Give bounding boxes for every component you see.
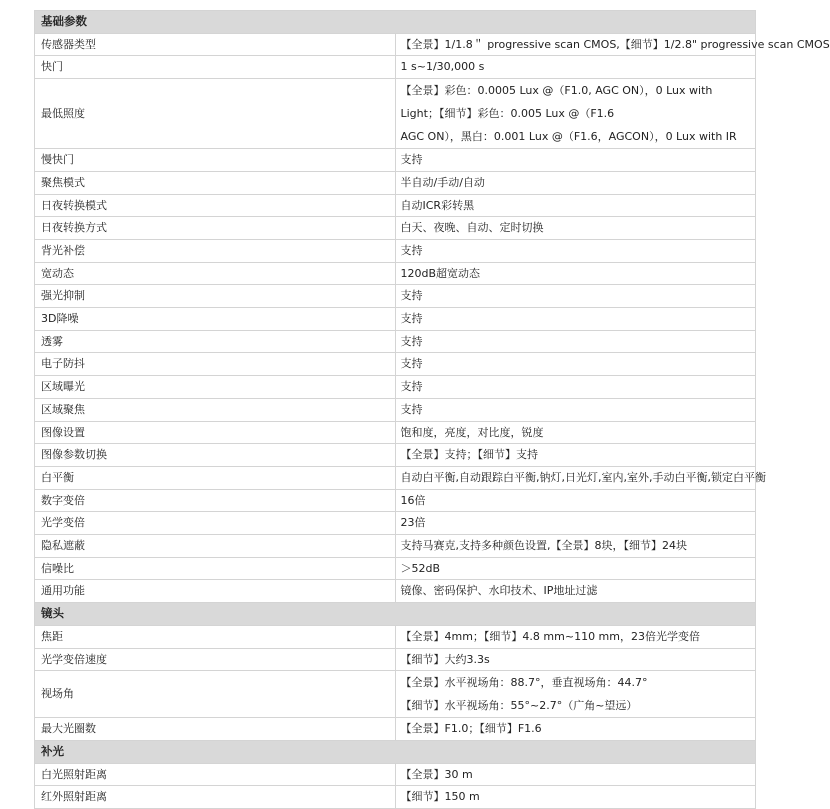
spec-row bbox=[35, 149, 756, 172]
spec-value-line: 【全景】F1.0；【细节】F1.6 bbox=[400, 722, 542, 736]
spec-value bbox=[395, 194, 756, 217]
section-header bbox=[35, 740, 756, 763]
spec-row bbox=[35, 330, 756, 353]
spec-row bbox=[35, 489, 756, 512]
spec-label: 白光照射距离 bbox=[35, 763, 396, 786]
spec-value-line: 【细节】150 m bbox=[400, 790, 480, 804]
spec-value-line: 支持 bbox=[400, 153, 423, 167]
spec-label: 区域聚焦 bbox=[35, 398, 396, 421]
spec-label: 透雾 bbox=[35, 330, 396, 353]
spec-row bbox=[35, 625, 756, 648]
spec-value bbox=[395, 671, 756, 718]
spec-value-line: 支持 bbox=[400, 289, 423, 303]
spec-row bbox=[35, 535, 756, 558]
spec-row bbox=[35, 194, 756, 217]
spec-value-line: 【全景】4mm；【细节】4.8 mm~110 mm，23倍光学变倍 bbox=[400, 629, 700, 643]
spec-value-line: 【全景】1/1.8＂ progressive scan CMOS,【细节】1/2.8" progressive scan CMOS bbox=[400, 37, 830, 51]
section-header bbox=[35, 11, 756, 34]
spec-label: 3D降噪 bbox=[35, 308, 396, 331]
spec-label: 宽动态 bbox=[35, 262, 396, 285]
spec-row bbox=[35, 557, 756, 580]
spec-row bbox=[35, 671, 756, 718]
spec-row bbox=[35, 648, 756, 671]
spec-row bbox=[35, 353, 756, 376]
spec-label: 白平衡 bbox=[35, 466, 396, 489]
spec-label: 强光抑制 bbox=[35, 285, 396, 308]
spec-value bbox=[395, 353, 756, 376]
spec-value bbox=[395, 557, 756, 580]
spec-value-line: 【全景】支持；【细节】支持 bbox=[400, 448, 538, 462]
spec-value bbox=[395, 398, 756, 421]
spec-value-line: 【全景】30 m bbox=[400, 767, 473, 781]
spec-value bbox=[395, 648, 756, 671]
spec-value-line: 饱和度，亮度，对比度，锐度 bbox=[400, 425, 544, 439]
spec-label: 慢快门 bbox=[35, 149, 396, 172]
spec-value-line: 23倍 bbox=[400, 516, 426, 530]
spec-label: 快门 bbox=[35, 56, 396, 79]
spec-value-line: 镜像、密码保护、水印技术、IP地址过滤 bbox=[400, 584, 598, 598]
spec-value-line: ＞52dB bbox=[400, 561, 441, 575]
spec-row bbox=[35, 56, 756, 79]
spec-row bbox=[35, 79, 756, 149]
spec-value bbox=[395, 285, 756, 308]
section-title: 镜头 bbox=[35, 603, 756, 626]
spec-value bbox=[395, 376, 756, 399]
spec-row bbox=[35, 376, 756, 399]
spec-row bbox=[35, 262, 756, 285]
spec-label: 最大光圈数 bbox=[35, 718, 396, 741]
spec-value bbox=[395, 763, 756, 786]
spec-value-line: 16倍 bbox=[400, 493, 426, 507]
spec-value-line: 支持 bbox=[400, 312, 423, 326]
spec-label: 图像设置 bbox=[35, 421, 396, 444]
spec-value bbox=[395, 33, 830, 56]
spec-label: 信噪比 bbox=[35, 557, 396, 580]
spec-label: 光学变倍速度 bbox=[35, 648, 396, 671]
spec-value bbox=[395, 466, 766, 489]
spec-value bbox=[395, 512, 756, 535]
spec-row bbox=[35, 398, 756, 421]
spec-label: 日夜转换方式 bbox=[35, 217, 396, 240]
spec-value bbox=[395, 239, 756, 262]
spec-label: 聚焦模式 bbox=[35, 171, 396, 194]
spec-label: 最低照度 bbox=[35, 79, 396, 149]
spec-value-line: 支持 bbox=[400, 243, 423, 257]
spec-row bbox=[35, 786, 756, 809]
spec-row bbox=[35, 421, 756, 444]
spec-value bbox=[395, 330, 756, 353]
spec-value bbox=[395, 786, 756, 809]
spec-value-line: 自动ICR彩转黑 bbox=[400, 198, 475, 212]
spec-value-line: 【细节】水平视场角：55°~2.7°（广角~望远） bbox=[400, 699, 638, 713]
spec-value bbox=[395, 56, 756, 79]
spec-value-line: 支持 bbox=[400, 402, 423, 416]
spec-value-line: 【全景】水平视场角：88.7°，垂直视场角：44.7° bbox=[400, 676, 648, 690]
spec-label: 数字变倍 bbox=[35, 489, 396, 512]
spec-label: 红外照射距离 bbox=[35, 786, 396, 809]
spec-row bbox=[35, 580, 756, 603]
spec-label: 背光补偿 bbox=[35, 239, 396, 262]
spec-row bbox=[35, 466, 756, 489]
spec-table bbox=[34, 10, 830, 809]
spec-value bbox=[395, 489, 756, 512]
spec-row bbox=[35, 308, 756, 331]
spec-value bbox=[395, 718, 756, 741]
spec-label: 电子防抖 bbox=[35, 353, 396, 376]
section-title: 补光 bbox=[35, 740, 756, 763]
spec-value bbox=[395, 535, 756, 558]
spec-value-line: 支持 bbox=[400, 334, 423, 348]
spec-label: 区域曝光 bbox=[35, 376, 396, 399]
spec-row bbox=[35, 217, 756, 240]
spec-value-line: 120dB超宽动态 bbox=[400, 266, 481, 280]
spec-value-line: 半自动/手动/自动 bbox=[400, 175, 485, 189]
spec-label: 传感器类型 bbox=[35, 33, 396, 56]
spec-value-line: AGC ON），黑白：0.001 Lux @（F1.6，AGCON），0 Lux with IR bbox=[400, 130, 737, 144]
spec-row bbox=[35, 33, 756, 56]
spec-label: 视场角 bbox=[35, 671, 396, 718]
spec-value bbox=[395, 444, 756, 467]
spec-row bbox=[35, 718, 756, 741]
spec-value-line: 1 s~1/30,000 s bbox=[400, 60, 485, 74]
spec-value-line: 支持马赛克,支持多种颜色设置,【全景】8块，【细节】24块 bbox=[400, 539, 687, 553]
spec-value bbox=[395, 580, 756, 603]
spec-row bbox=[35, 239, 756, 262]
spec-value bbox=[395, 262, 756, 285]
spec-value bbox=[395, 149, 756, 172]
spec-value bbox=[395, 421, 756, 444]
spec-label: 日夜转换模式 bbox=[35, 194, 396, 217]
spec-value bbox=[395, 625, 756, 648]
spec-value-line: 【细节】大约3.3s bbox=[400, 652, 490, 666]
spec-label: 光学变倍 bbox=[35, 512, 396, 535]
spec-label: 图像参数切换 bbox=[35, 444, 396, 467]
spec-label: 隐私遮蔽 bbox=[35, 535, 396, 558]
spec-value bbox=[395, 308, 756, 331]
spec-value bbox=[395, 217, 756, 240]
spec-value-line: 支持 bbox=[400, 380, 423, 394]
spec-row bbox=[35, 171, 756, 194]
spec-value-line: 支持 bbox=[400, 357, 423, 371]
section-header bbox=[35, 603, 756, 626]
spec-value bbox=[395, 171, 756, 194]
spec-row bbox=[35, 285, 756, 308]
spec-value-line: 白天、夜晚、自动、定时切换 bbox=[400, 221, 544, 235]
spec-row bbox=[35, 512, 756, 535]
section-title: 基础参数 bbox=[35, 11, 756, 34]
spec-value bbox=[395, 79, 756, 149]
spec-value-line: 【全景】彩色：0.0005 Lux @（F1.0, AGC ON），0 Lux with Light；【细节】彩色：0.005 Lux @（F1.6 bbox=[400, 84, 713, 121]
spec-label: 焦距 bbox=[35, 625, 396, 648]
spec-label: 通用功能 bbox=[35, 580, 396, 603]
spec-row bbox=[35, 763, 756, 786]
spec-row bbox=[35, 444, 756, 467]
spec-value-line: 自动白平衡,自动跟踪白平衡,钠灯,日光灯,室内,室外,手动白平衡,锁定白平衡 bbox=[400, 470, 766, 484]
